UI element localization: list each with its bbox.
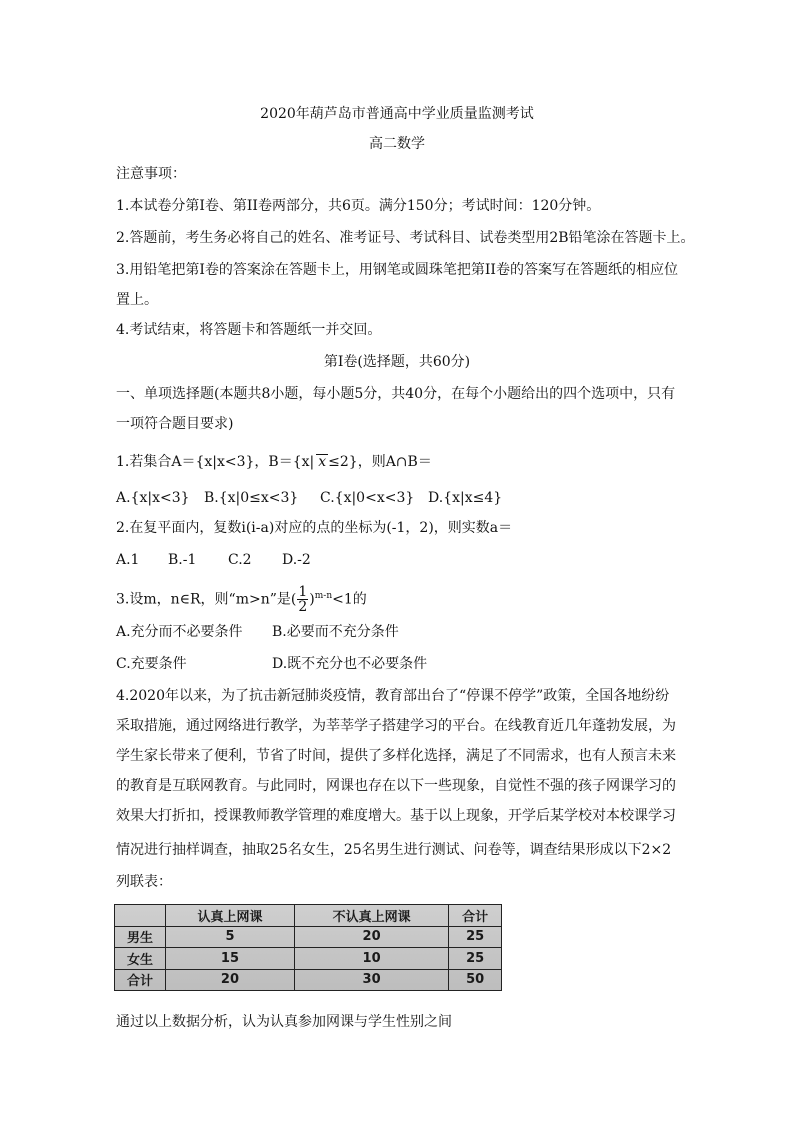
subject-title: 高二数学 (369, 136, 425, 152)
table-cell: 10 (294, 948, 448, 970)
fraction-numerator: 1 (298, 584, 308, 601)
option: D.-2 (282, 552, 311, 568)
question-1-stem (116, 452, 432, 472)
question-4-after-table: 通过以上数据分析，认为认真参加网课与学生性别之间 (116, 1014, 452, 1030)
table-cell: 男生 (115, 926, 166, 948)
table-cell: 20 (166, 969, 295, 991)
section-instruction: 一、单项选择题(本题共8小题，每小题5分，共40分，在每个小题给出的四个选项中，只有 (116, 386, 676, 402)
table-cell: 15 (166, 948, 295, 970)
table-cell: 25 (449, 948, 502, 970)
contingency-table (114, 904, 502, 991)
table-row (115, 969, 502, 991)
table-cell: 女生 (115, 948, 166, 970)
option: D.既不充分也不必要条件 (272, 656, 428, 672)
note-item: 3.用铅笔把第I卷的答案涂在答题卡上，用钢笔或圆珠笔把第II卷的答案写在答题纸的相应位 (116, 262, 678, 278)
note-item: 置上。 (116, 292, 158, 308)
exponent: m-n (314, 591, 333, 601)
fraction-denominator: 2 (298, 599, 308, 616)
option: D.{x|x≤4} (428, 490, 503, 506)
option: A.1 (116, 552, 140, 568)
option: C.{x|0<x<3} (320, 490, 415, 506)
q1-text-a: 1.若集合A＝{x|x<3}，B＝{x| (116, 454, 315, 470)
q3-text-a: 3.设m，n∈R，则“m>n”是( (116, 591, 297, 608)
sqrt-expression: x (318, 454, 327, 470)
question-4-line: 的教育是互联网教育。与此同时，网课也存在以下一些现象，自觉性不强的孩子网课学习的 (116, 778, 676, 794)
question-4-line: 列联表： (116, 874, 172, 890)
table-cell: 合计 (449, 905, 502, 927)
question-4-line: 采取措施，通过网络进行教学，为莘莘学子搭建学习的平台。在线教育近几年蓬勃发展，为 (116, 718, 676, 734)
table-cell: 认真上网课 (166, 905, 295, 927)
note-item: 1.本试卷分第I卷、第II卷两部分，共6页。满分150分；考试时间：120分钟。 (116, 198, 601, 214)
note-item: 2.答题前，考生务必将自己的姓名、准考证号、考试科目、试卷类型用2B铅笔涂在答题卡上。 (116, 230, 695, 246)
table-cell: 不认真上网课 (294, 905, 448, 927)
option: A.充分而不必要条件 (116, 624, 243, 640)
section-instruction: 一项符合题目要求) (116, 416, 234, 432)
question-4-line: 效果大打折扣，授课教师教学管理的难度增大。基于以上现象，开学后某学校对本校课学习 (116, 808, 676, 824)
option: C.充要条件 (116, 656, 187, 672)
option: B.-1 (168, 552, 197, 568)
option: B.必要而不充分条件 (272, 624, 399, 640)
table-header-row (115, 905, 502, 927)
question-2-stem: 2.在复平面内，复数i(i-a)对应的点的坐标为(-1，2)，则实数a＝ (116, 520, 513, 536)
table-cell (115, 905, 166, 927)
option: A.{x|x<3} (116, 490, 190, 506)
table-row (115, 948, 502, 970)
table-cell: 25 (449, 926, 502, 948)
table-row (115, 926, 502, 948)
fraction (297, 585, 308, 614)
notes-heading: 注意事项： (116, 166, 186, 182)
table-cell: 50 (449, 969, 502, 991)
exam-title: 2020年葫芦岛市普通高中学业质量监测考试 (260, 106, 534, 122)
question-4-line: 学生家长带来了便利，节省了时间，提供了多样化选择，满足了不同需求，也有人预言未来 (116, 748, 676, 764)
note-item: 4.考试结束，将答题卡和答题纸一并交回。 (116, 322, 382, 338)
option: B.{x|0≤x<3} (204, 490, 299, 506)
option: C.2 (228, 552, 252, 568)
question-4-line: 4.2020年以来，为了抗击新冠肺炎疫情，教育部出台了“停课不停学”政策，全国各地纷纷 (116, 688, 670, 704)
q1-text-b: ≤2}，则A∩B＝ (328, 454, 432, 470)
part1-heading: 第I卷(选择题，共60分) (323, 354, 471, 370)
question-4-line: 情况进行抽样调查，抽取25名女生，25名男生进行测试、问卷等，调查结果形成以下2×2 (116, 842, 672, 858)
question-3-stem: 3.设m，n∈R，则“m>n”是( $\frac{1}{2}$ )$^{m-n}$<1的 (116, 584, 367, 616)
table-cell: 5 (166, 926, 295, 948)
table-cell: 合计 (115, 969, 166, 991)
table-cell: 20 (294, 926, 448, 948)
q3-text-b: <1的 (332, 591, 367, 608)
table-cell: 30 (294, 969, 448, 991)
